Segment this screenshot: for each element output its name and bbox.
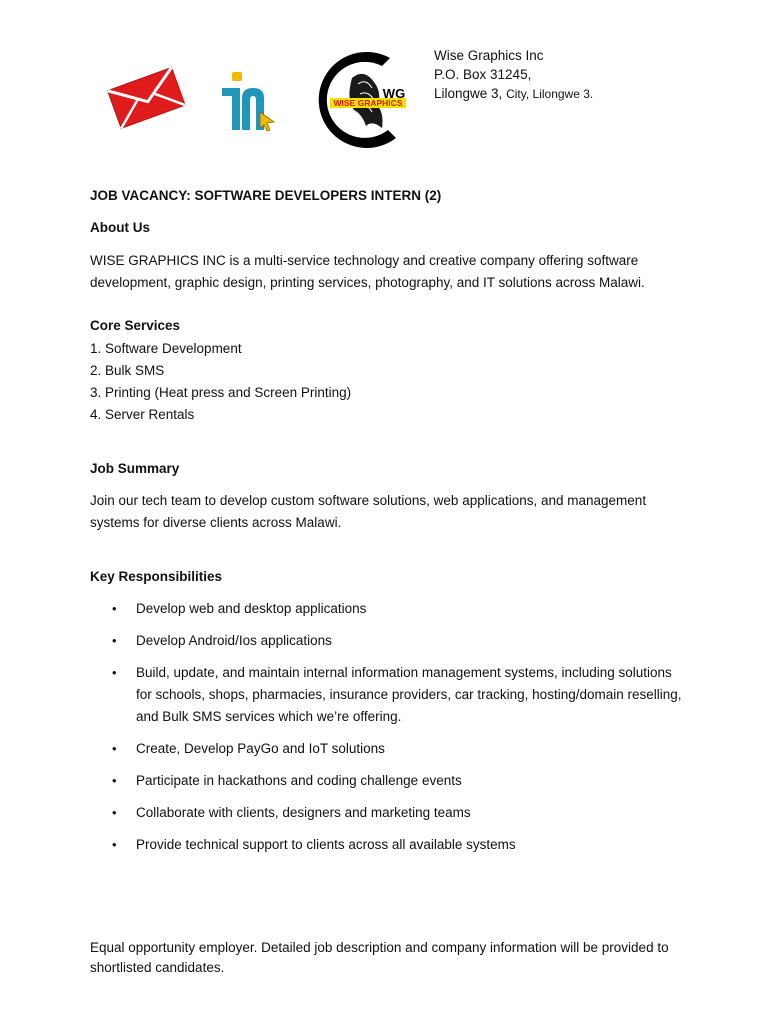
list-item-text: Develop web and desktop applications (136, 601, 367, 616)
about-heading: About Us (90, 220, 150, 235)
list-item-text: Provide technical support to clients across all available systems (136, 837, 516, 852)
list-item (90, 662, 690, 728)
bullet-icon: • (112, 601, 117, 616)
po-box: P.O. Box 31245, (434, 67, 532, 82)
company-address (434, 46, 593, 104)
list-item-text: Build, update, and maintain internal information management systems, including solutions for schools, shops, pharmacies, insurance providers, car tracking, hosting/domain reselling, and Bulk SMS services which we’re offering. (136, 665, 682, 724)
list-item (90, 598, 690, 620)
core-services-list (90, 338, 690, 426)
list-item-text: Create, Develop PayGo and IoT solutions (136, 741, 385, 756)
list-item-text: Participate in hackathons and coding challenge events (136, 773, 462, 788)
company-logo-text: WISE GRAPHICS (333, 98, 403, 108)
bullet-icon: • (112, 665, 117, 680)
bullet-icon: • (112, 741, 117, 756)
bullet-icon: • (112, 633, 117, 648)
list-item: 2. Bulk SMS (90, 363, 165, 378)
about-text: WISE GRAPHICS INC is a multi-service technology and creative company offering software development, graphic design, printing services, photography, and IT solutions across Malawi. (90, 253, 645, 290)
list-item (90, 834, 690, 856)
list-item (90, 630, 690, 652)
city-main: Lilongwe 3, (434, 86, 503, 101)
city-line (434, 84, 593, 104)
bullet-icon: • (112, 805, 117, 820)
list-item-text: Collaborate with clients, designers and marketing teams (136, 805, 471, 820)
core-services-heading: Core Services (90, 318, 181, 333)
company-logo (312, 48, 422, 152)
bullet-icon: • (112, 837, 117, 852)
list-item (90, 802, 690, 824)
bullet-icon: • (112, 773, 117, 788)
mail-icon (104, 64, 188, 130)
company-name: Wise Graphics Inc (434, 48, 544, 63)
list-item (90, 738, 690, 760)
list-item: 4. Server Rentals (90, 407, 195, 422)
company-logo-initials: WG (382, 86, 406, 101)
list-item: 1. Software Development (90, 341, 242, 356)
footer-note: Equal opportunity employer. Detailed job description and company information will be provided to shortlisted candidates. (90, 940, 669, 975)
job-summary-heading: Job Summary (90, 461, 180, 476)
job-summary-text: Join our tech team to develop custom software solutions, web applications, and management systems for diverse clients across Malawi. (90, 493, 647, 530)
list-item (90, 770, 690, 792)
page-title: JOB VACANCY: SOFTWARE DEVELOPERS INTERN (2) (90, 188, 442, 203)
list-item-text: Develop Android/Ios applications (136, 633, 332, 648)
brand-logo-icon (220, 70, 278, 132)
responsibilities-list (90, 598, 690, 866)
city-suffix: City, Lilongwe 3. (506, 87, 594, 101)
responsibilities-heading: Key Responsibilities (90, 569, 223, 584)
list-item: 3. Printing (Heat press and Screen Printing) (90, 385, 352, 400)
